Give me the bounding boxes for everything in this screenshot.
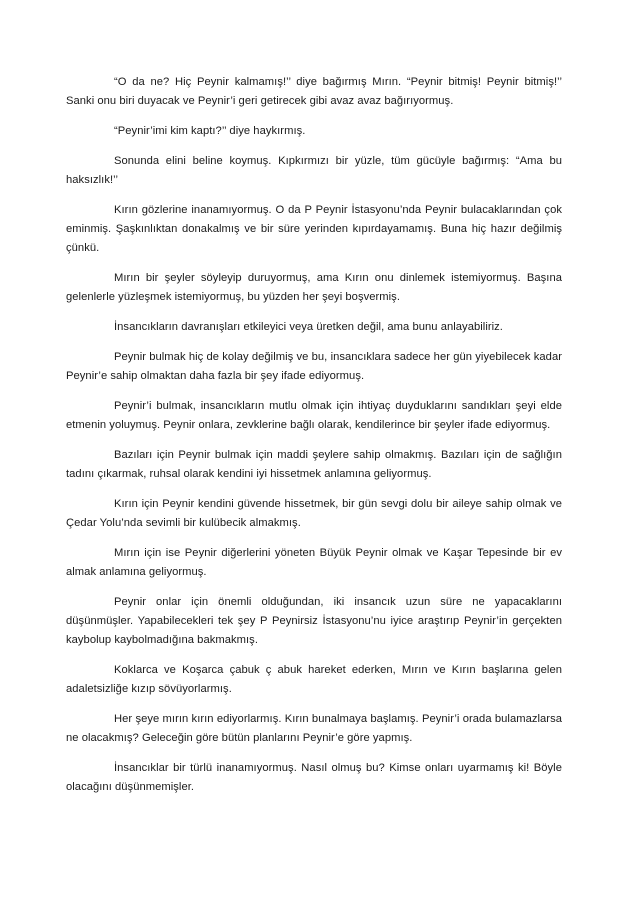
- paragraph: Peynir’i bulmak, insancıkların mutlu olmak için ihtiyaç duyduklarını sandıkları şeyi elde etmenin yoluymuş. Peynir onlara, zevklerine bağlı olarak, kendilerince bir şeyler ifade ediyormuş.: [66, 400, 562, 431]
- paragraph: Her şeye mırın kırın ediyorlarmış. Kırın bunalmaya başlamış. Peynir’i orada bulamazlarsa ne olacakmış? Geleceğin göre bütün planlarını Peynir’e göre yapmış.: [66, 713, 562, 744]
- paragraph: Kırın gözlerine inanamıyormuş. O da P Peynir İstasyonu’nda Peynir bulacaklarından çok eminmiş. Şaşkınlıktan donakalmış ve bir süre yerinden kıpırdayamamış. Buna hiç hazır değilmiş çünkü.: [66, 204, 562, 254]
- paragraph: Bazıları için Peynir bulmak için maddi şeylere sahip olmakmış. Bazıları için de sağlığın tadını çıkarmak, ruhsal olarak kendini iyi hissetmek anlamına geliyormuş.: [66, 449, 562, 480]
- paragraph: “Peynir’imi kim kaptı?’’ diye haykırmış.: [114, 125, 306, 137]
- paragraph: Mırın bir şeyler söyleyip duruyormuş, ama Kırın onu dinlemek istemiyormuş. Başına gelenlerle yüzleşmek istemiyormuş, bu yüzden her şeyi boşvermiş.: [66, 272, 562, 303]
- paragraph: İnsancıkların davranışları etkileyici veya üretken değil, ama bunu anlayabiliriz.: [114, 321, 503, 333]
- paragraph: Mırın için ise Peynir diğerlerini yöneten Büyük Peynir olmak ve Kaşar Tepesinde bir ev almak anlamına geliyormuş.: [66, 547, 562, 578]
- paragraph: İnsancıklar bir türlü inanamıyormuş. Nasıl olmuş bu? Kimse onları uyarmamış ki! Böyle olacağını düşünmemişler.: [66, 762, 562, 793]
- paragraph: “O da ne? Hiç Peynir kalmamış!’’ diye bağırmış Mırın. “Peynir bitmiş! Peynir bitmiş!’’ Sanki onu biri duyacak ve Peynir’i geri getirecek gibi avaz avaz bağırıyormuş.: [66, 76, 562, 107]
- paragraph: Peynir onlar için önemli olduğundan, iki insancık uzun süre ne yapacaklarını düşünmüşler. Yapabilecekleri tek şey P Peynirsiz İstasyonu’nu iyice araştırıp Peynir’in gerçekten kaybolup kaybolmadığına bakmakmış.: [66, 596, 562, 646]
- paragraph: Koklarca ve Koşarca çabuk ç abuk hareket ederken, Mırın ve Kırın başlarına gelen adaletsizliğe kızıp sövüyorlarmış.: [66, 664, 562, 695]
- paragraph: Sonunda elini beline koymuş. Kıpkırmızı bir yüzle, tüm gücüyle bağırmış: “Ama bu haksızlık!’’: [66, 155, 562, 186]
- document-body: [66, 73, 562, 797]
- paragraph: Peynir bulmak hiç de kolay değilmiş ve bu, insancıklara sadece her gün yiyebilecek kadar Peynir’e sahip olmaktan daha fazla bir şey ifade ediyormuş.: [66, 351, 562, 382]
- paragraph: Kırın için Peynir kendini güvende hissetmek, bir gün sevgi dolu bir aileye sahip olmak ve Çedar Yolu’nda sevimli bir kulübecik almakmış.: [66, 498, 562, 529]
